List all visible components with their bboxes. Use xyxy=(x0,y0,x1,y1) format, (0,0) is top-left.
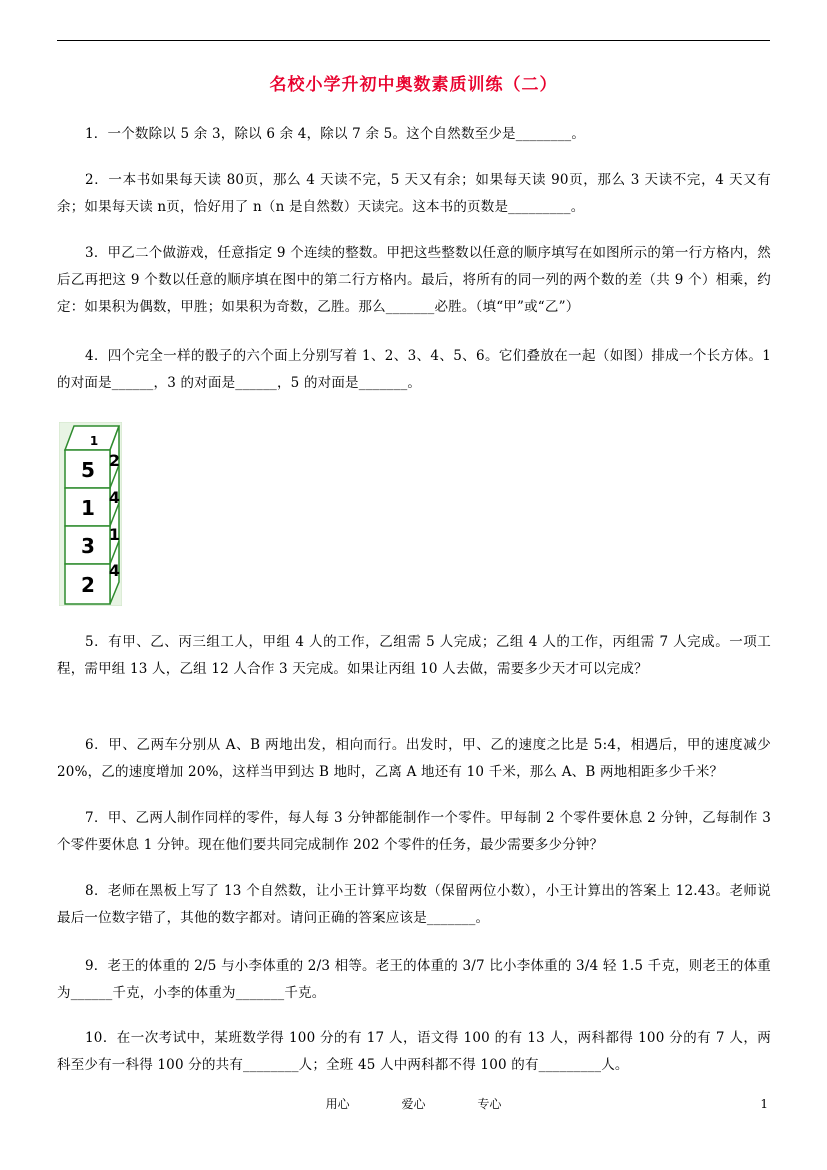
question-1: 1．一个数除以 5 余 3，除以 6 余 4，除以 7 余 5。这个自然数至少是________。 xyxy=(85,126,586,142)
page-title: 名校小学升初中奥数素质训练（二） xyxy=(269,75,558,95)
die-side-number: 1 xyxy=(108,525,121,544)
question-4: 4．四个完全一样的骰子的六个面上分别写着 1、2、3、4、5、6。它们叠放在一起（如图）排成一个长方体。1 的对面是______，3 的对面是______，5 的对面是_______。 xyxy=(57,348,771,391)
question-8: 8．老师在黑板上写了 13 个自然数，让小王计算平均数（保留两位小数），小王计算出的答案上 12.43。老师说最后一位数字错了，其他的数字都对。请问正确的答案应该是_______。 xyxy=(57,883,771,926)
question-3: 3．甲乙二个做游戏，任意指定 9 个连续的整数。甲把这些整数以任意的顺序填写在如图所示的第一行方格内，然后乙再把这 9 个数以任意的顺序填在图中的第二行方格内。最后，将所有的同一列的两个数的差（共 9 个）相乘，约定：如果积为偶数，甲胜；如果积为奇数，乙胜。那么_______必胜。（填“甲”或“乙”） xyxy=(57,245,771,315)
die-front-number: 3 xyxy=(81,534,95,558)
question-10: 10．在一次考试中，某班数学得 100 分的有 17 人，语文得 100 的有 13 人，两科都得 100 分的有 7 人，两科至少有一科得 100 分的共有________人；全班 45 人中两科都不得 100 的有_________人。 xyxy=(57,1030,771,1073)
die-side-number: 4 xyxy=(108,561,121,580)
die-front-number: 5 xyxy=(81,458,95,482)
die-side-number: 2 xyxy=(108,451,121,470)
question-6: 6．甲、乙两车分别从 A、B 两地出发，相向而行。出发时，甲、乙的速度之比是 5:4，相遇后，甲的速度减少 20%，乙的速度增加 20%，这样当甲到达 B 地时，乙离 A 地还有 10 千米，那么 A、B 两地相距多少千米？ xyxy=(57,737,771,780)
footer-motto: 爱心 xyxy=(401,1097,426,1111)
page-footer xyxy=(0,1095,827,1112)
die-side-number: 4 xyxy=(108,488,121,507)
die-front-number: 1 xyxy=(81,496,95,520)
question-7: 7．甲、乙两人制作同样的零件，每人每 3 分钟都能制作一个零件。甲每制 2 个零件要休息 2 分钟，乙每制作 3 个零件要休息 1 分钟。现在他们要共同完成制作 202 个零件的任务，最少需要多少分钟？ xyxy=(57,810,771,853)
die-front-number: 2 xyxy=(81,573,95,597)
dice-stack-figure xyxy=(59,422,122,606)
page-number: 1 xyxy=(760,1097,768,1111)
question-9: 9．老王的体重的 2/5 与小李体重的 2/3 相等。老王的体重的 3/7 比小李体重的 3/4 轻 1.5 千克，则老王的体重为______千克，小李的体重为_______千克。 xyxy=(57,958,771,1001)
footer-motto: 专心 xyxy=(477,1097,502,1111)
header-rule xyxy=(57,40,770,41)
dice-stack-svg xyxy=(59,422,122,606)
question-5: 5．有甲、乙、丙三组工人，甲组 4 人的工作，乙组需 5 人完成；乙组 4 人的工作，丙组需 7 人完成。一项工程，需甲组 13 人，乙组 12 人合作 3 天完成。如果让丙组 10 人去做，需要多少天才可以完成？ xyxy=(57,634,771,677)
question-2: 2．一本书如果每天读 80页，那么 4 天读不完，5 天又有余；如果每天读 90页，那么 3 天读不完，4 天又有余；如果每天读 n页，恰好用了 n（n 是自然数）天读完。这本书的页数是_________。 xyxy=(57,172,771,215)
footer-motto: 用心 xyxy=(325,1097,350,1111)
die-top-number: 1 xyxy=(89,434,99,448)
